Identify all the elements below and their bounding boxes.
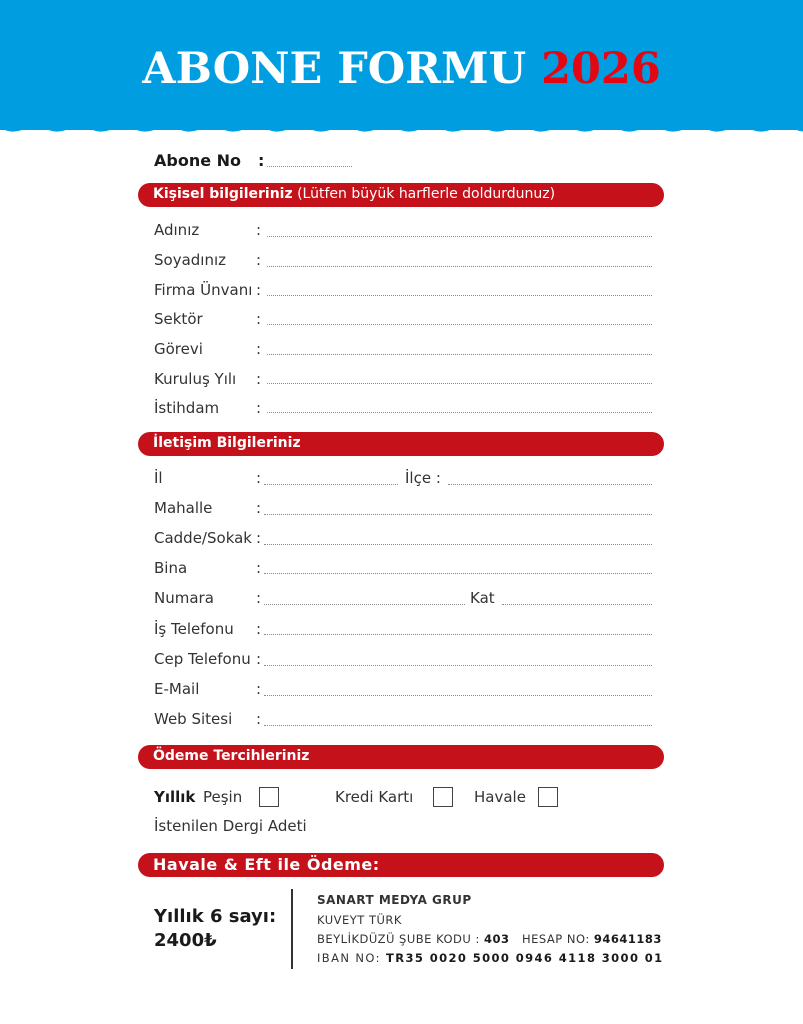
label-ilce: İlçe : bbox=[405, 469, 441, 487]
section-personal-bar bbox=[138, 183, 664, 207]
label-email: E-Mail bbox=[154, 680, 200, 698]
checkbox-kredi-karti[interactable] bbox=[433, 787, 453, 807]
title-year: 2026 bbox=[541, 44, 661, 94]
iban-line bbox=[317, 951, 664, 965]
checkbox-havale[interactable] bbox=[538, 787, 558, 807]
colon: : bbox=[256, 340, 262, 358]
colon: : bbox=[256, 559, 262, 577]
label-il: İl bbox=[154, 469, 163, 487]
label-firma-unvani: Firma Ünvanı bbox=[154, 281, 253, 299]
label-mahalle: Mahalle bbox=[154, 499, 213, 517]
label-kat: Kat bbox=[470, 589, 495, 607]
colon: : bbox=[256, 650, 262, 668]
section-transfer-title: Havale & Eft ile Ödeme: bbox=[153, 855, 380, 874]
colon: : bbox=[256, 469, 262, 487]
quantity-label: İstenilen Dergi Adeti bbox=[154, 817, 307, 835]
label-cep-telefonu: Cep Telefonu bbox=[154, 650, 251, 668]
vertical-divider bbox=[291, 889, 293, 969]
company-name: SANART MEDYA GRUP bbox=[317, 893, 472, 907]
field-ilce[interactable] bbox=[448, 484, 652, 485]
label-soyadiniz: Soyadınız bbox=[154, 251, 227, 269]
field-bina[interactable] bbox=[264, 573, 652, 574]
colon: : bbox=[256, 399, 262, 417]
field-gorevi[interactable] bbox=[267, 354, 652, 355]
colon: : bbox=[256, 310, 262, 328]
section-contact-title: İletişim Bilgileriniz bbox=[153, 435, 301, 451]
page-title bbox=[0, 44, 803, 94]
field-adiniz[interactable] bbox=[267, 236, 652, 237]
colon: : bbox=[256, 281, 262, 299]
field-firma-unvani[interactable] bbox=[267, 295, 652, 296]
branch-account-line bbox=[317, 932, 662, 946]
checkbox-pesin[interactable] bbox=[259, 787, 279, 807]
abone-no-field[interactable] bbox=[267, 166, 352, 167]
label-adiniz: Adınız bbox=[154, 221, 200, 239]
colon: : bbox=[256, 221, 262, 239]
branch-label: BEYLİKDÜZÜ ŞUBE KODU : bbox=[317, 932, 480, 946]
field-cadde-sokak[interactable] bbox=[264, 544, 652, 545]
title-main: ABONE FORMU bbox=[142, 44, 527, 94]
field-mahalle[interactable] bbox=[264, 514, 652, 515]
section-personal-note: (Lütfen büyük harflerle doldurdunuz) bbox=[297, 186, 556, 202]
label-numara: Numara bbox=[154, 589, 214, 607]
field-cep-telefonu[interactable] bbox=[264, 665, 652, 666]
colon: : bbox=[256, 589, 262, 607]
field-kat[interactable] bbox=[502, 604, 652, 605]
label-is-telefonu: İş Telefonu bbox=[154, 620, 234, 638]
option-kredi-karti-label: Kredi Kartı bbox=[335, 788, 414, 806]
label-bina: Bina bbox=[154, 559, 188, 577]
field-il[interactable] bbox=[264, 484, 398, 485]
field-kurulus-yili[interactable] bbox=[267, 383, 652, 384]
label-cadde-sokak: Cadde/Sokak bbox=[154, 529, 252, 547]
label-sektor: Sektör bbox=[154, 310, 203, 328]
colon: : bbox=[256, 499, 262, 517]
option-havale-label: Havale bbox=[474, 788, 526, 806]
colon: : bbox=[256, 370, 262, 388]
colon: : bbox=[256, 680, 262, 698]
bank-name: KUVEYT TÜRK bbox=[317, 913, 402, 927]
abone-no-colon: : bbox=[258, 151, 265, 170]
field-sektor[interactable] bbox=[267, 324, 652, 325]
label-istihdam: İstihdam bbox=[154, 399, 220, 417]
account-label: HESAP NO: bbox=[521, 932, 590, 946]
payment-yillik-label bbox=[154, 788, 195, 806]
label-gorevi: Görevi bbox=[154, 340, 203, 358]
field-numara[interactable] bbox=[264, 604, 465, 605]
section-personal-title: Kişisel bilgileriniz bbox=[153, 186, 293, 202]
annual-price: 2400₺ bbox=[154, 930, 217, 951]
field-web-sitesi[interactable] bbox=[264, 725, 652, 726]
field-email[interactable] bbox=[264, 695, 652, 696]
section-transfer-bar bbox=[138, 853, 664, 877]
field-is-telefonu[interactable] bbox=[264, 634, 652, 635]
label-web-sitesi: Web Sitesi bbox=[154, 710, 233, 728]
section-payment-title: Ödeme Tercihleriniz bbox=[153, 748, 310, 764]
section-payment-bar bbox=[138, 745, 664, 769]
colon: : bbox=[256, 529, 262, 547]
wave-divider bbox=[0, 118, 803, 138]
label-kurulus-yili: Kuruluş Yılı bbox=[154, 370, 237, 388]
option-pesin-label: Peşin bbox=[203, 788, 243, 806]
colon: : bbox=[256, 251, 262, 269]
iban-label: IBAN NO: bbox=[317, 951, 381, 965]
account-number: 94641183 bbox=[593, 932, 662, 946]
yillik-text: Yıllık bbox=[154, 788, 196, 806]
annual-issues-label: Yıllık 6 sayı: bbox=[154, 906, 277, 927]
colon: : bbox=[256, 620, 262, 638]
abone-no-label: Abone No bbox=[154, 151, 242, 170]
section-contact-bar bbox=[138, 432, 664, 456]
field-soyadiniz[interactable] bbox=[267, 266, 652, 267]
iban-number: TR35 0020 5000 0946 4118 3000 01 bbox=[386, 951, 664, 965]
field-istihdam[interactable] bbox=[267, 412, 652, 413]
branch-code: 403 bbox=[484, 932, 510, 946]
colon: : bbox=[256, 710, 262, 728]
